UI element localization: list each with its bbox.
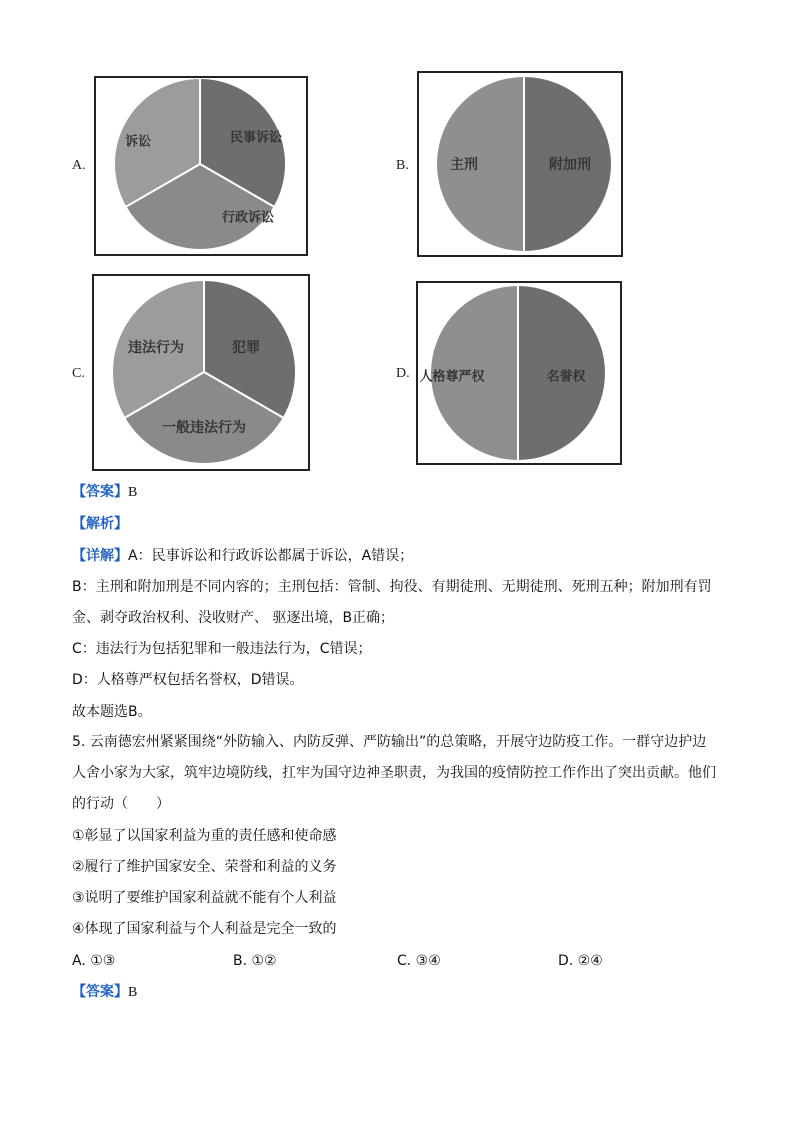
pie-slice-label: 人格尊严权 <box>419 369 485 385</box>
detail-line-2: B：主刑和附加刑是不同内容的；主刑包括：管制、拘役、有期徒刑、无期徒刑、死刑五种；附加刑有罚 <box>72 579 712 595</box>
chart-c-frame <box>92 274 310 471</box>
chart-c <box>94 276 308 469</box>
pie-slice-label: 行政诉讼 <box>221 210 275 226</box>
question5-line-1: 5. 云南德宏州紧紧围绕“外防输入、内防反弹、严防输出”的总策略，开展守边防疫工作。一群守边护边 <box>72 734 707 750</box>
chart-b-frame <box>417 71 623 257</box>
chart-d <box>418 283 620 463</box>
statement-3: ③说明了要维护国家利益就不能有个人利益 <box>72 890 337 906</box>
pie-slice-label: 民事诉讼 <box>229 130 283 146</box>
option-b-letter: B. <box>396 158 409 173</box>
statement-4: ④体现了国家利益与个人利益是完全一致的 <box>72 921 337 937</box>
detail-tag: 【详解】 <box>72 548 128 564</box>
option-d-letter: D. <box>396 366 410 381</box>
chart-d-frame <box>416 281 622 465</box>
answer2-value: B <box>128 985 138 1000</box>
pie-slice-label: 诉讼 <box>124 134 152 150</box>
question5-line-3: 的行动（ ） <box>72 796 170 812</box>
detail-line-6: 故本题选B。 <box>72 704 152 720</box>
pie-slice-label: 一般违法行为 <box>162 420 246 436</box>
answer-line-2 <box>72 982 137 1003</box>
detail-line-3: 金、剥夺政治权利、没收财产、 驱逐出境，B正确； <box>72 610 395 626</box>
choice-a[interactable]: A. ①③ <box>72 953 116 969</box>
chart-a-frame <box>94 76 308 256</box>
question5-line-2: 人舍小家为大家，筑牢边境防线，扛牢为国守边神圣职责，为我国的疫情防控工作作出了突出贡献。他们 <box>72 765 716 781</box>
answer-line-1 <box>72 482 137 503</box>
statement-1: ①彰显了以国家利益为重的责任感和使命感 <box>72 828 337 844</box>
analysis-heading <box>72 514 128 534</box>
option-c-letter: C. <box>72 366 85 381</box>
pie-slice-label: 主刑 <box>450 157 478 173</box>
pie-slice-label: 名誉权 <box>546 369 586 385</box>
detail-line-5: D：人格尊严权包括名誉权，D错误。 <box>72 672 304 688</box>
detail-line-4: C：违法行为包括犯罪和一般违法行为，C错误； <box>72 641 372 657</box>
choice-b[interactable]: B. ①② <box>233 953 277 969</box>
detail-line-1 <box>72 546 413 566</box>
choice-c[interactable]: C. ③④ <box>397 953 441 969</box>
pie-slice-label: 附加刑 <box>549 157 591 173</box>
choice-d[interactable]: D. ②④ <box>558 953 603 969</box>
detail-text-1: A：民事诉讼和行政诉讼都属于诉讼，A错误； <box>128 548 414 564</box>
answer-tag: 【答案】 <box>72 484 128 500</box>
analysis-tag: 【解析】 <box>72 516 128 532</box>
pie-slice-label: 违法行为 <box>128 340 184 356</box>
pie-slice-label: 犯罪 <box>232 340 260 356</box>
option-a-letter: A. <box>72 158 86 173</box>
chart-a <box>96 78 306 254</box>
answer2-tag: 【答案】 <box>72 984 128 1000</box>
answer-value: B <box>128 485 138 500</box>
chart-b <box>419 73 621 255</box>
statement-2: ②履行了维护国家安全、荣誉和利益的义务 <box>72 859 337 875</box>
